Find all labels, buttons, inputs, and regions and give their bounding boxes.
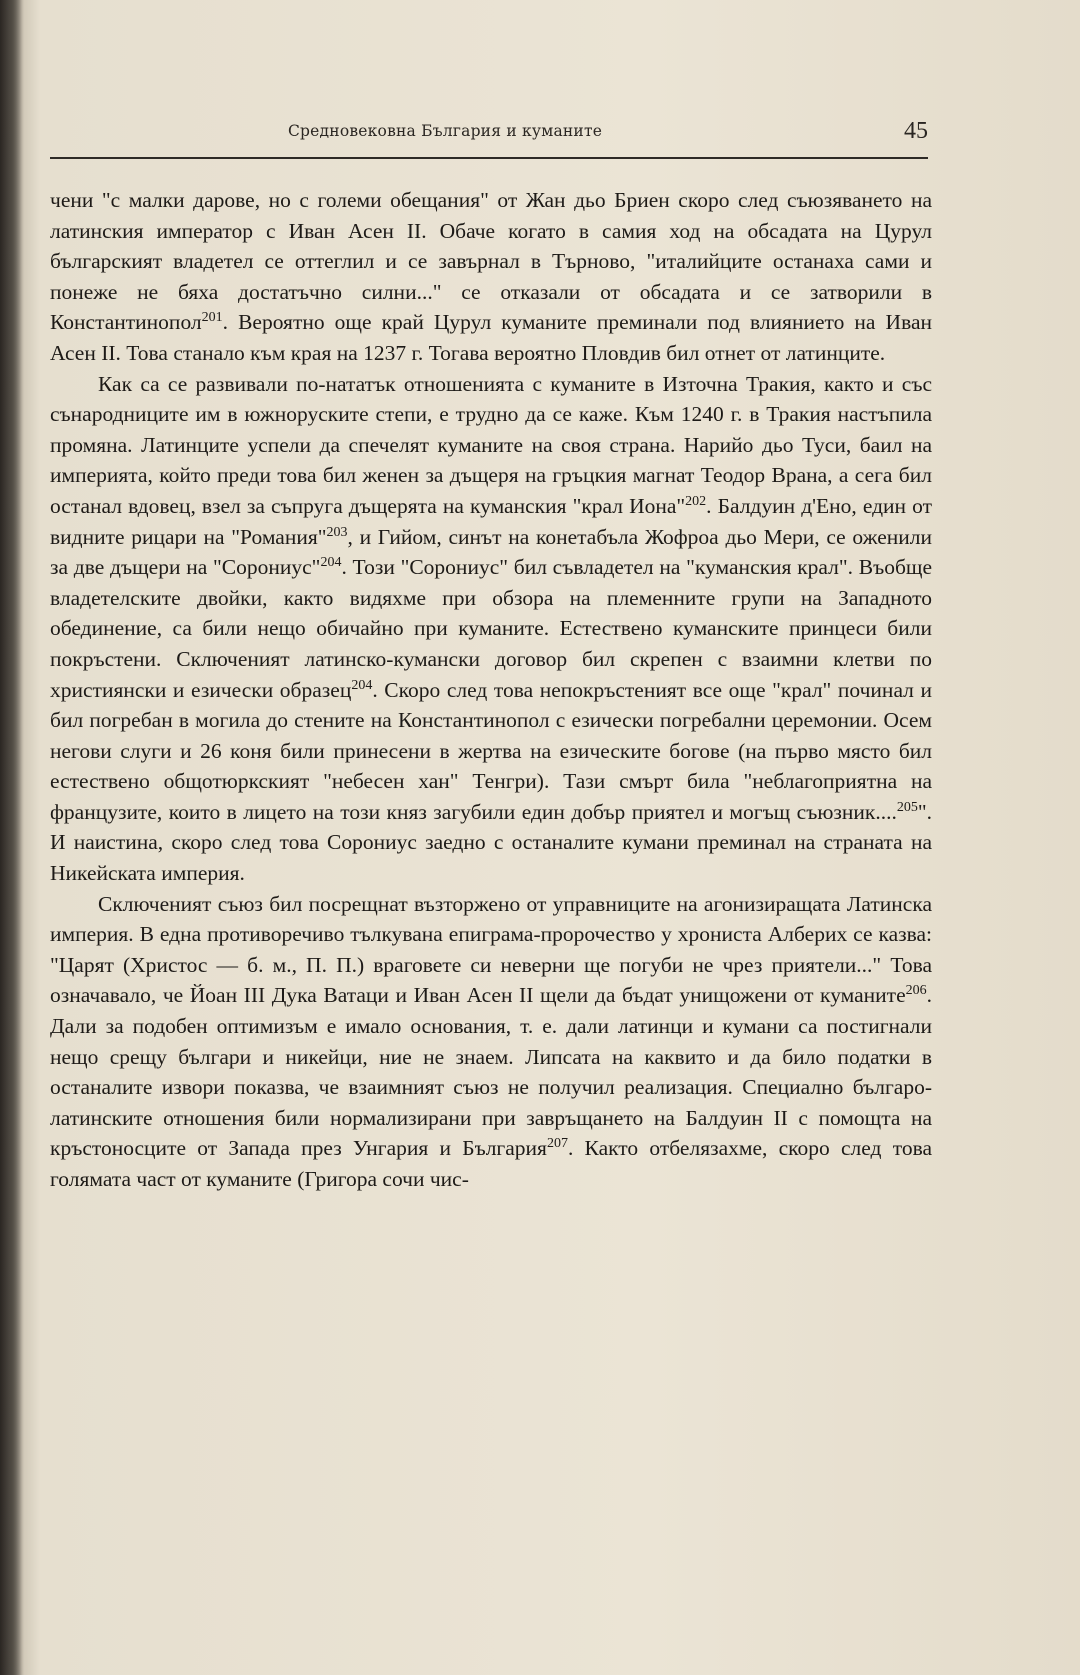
footnote-ref: 206 [905, 983, 927, 999]
running-title: Средновековна България и куманите [288, 122, 603, 140]
page-header [50, 118, 930, 152]
text-run: . Скоро след това непокръстеният все още "крал" починал и бил погребан в могила до стените на Константинопол с езически погребални церемонии. Осем негови слуги и 26 коня били принесени в жертва на езическите богове (на първо място бил естествено общотюркският "небесен хан" Тенгри). Тази смърт била "неблагоприятна на французите, които в лицето на този княз загубили един добър приятел и могъщ съюзник.... [50, 677, 932, 824]
footnote-ref: 204 [320, 555, 342, 571]
footnote-ref: 207 [546, 1136, 568, 1152]
text-run: . Дали за подобен оптимизъм е имало основания, т. е. дали латинци и кумани са постигнали нещо срещу българи и никейци, ние не знаем. Липсата на каквито и да било податки в останалите извори показва, че взаимният съюз не получил реализация. Специално българо-латинските отношения били нормализирани при завръщането на Балдуин II с помощта на кръстоносците от Запада през Унгария и България [50, 983, 932, 1161]
text-run: Как са се развивали по-нататък отношенията с куманите в Източна Тракия, както и със сънародниците им в южноруските степи, е трудно да се каже. Към 1240 г. в Тракия настъпила промяна. Латинците успели да спечелят куманите на своя страна. Нарийо дьо Туси, баил на империята, който преди това бил женен за дъщеря на гръцкия магнат Теодор Врана, а сега бил останал вдовец, взел за съпруга дъщерята на куманския "крал Иона" [50, 371, 932, 518]
paragraph [50, 889, 932, 1195]
book-spine-shadow [0, 0, 24, 1675]
text-run: , и Гийом, синът на конетабъла Жофроа дьо Мери, се оженили за две дъщери на "Сорониус" [50, 524, 932, 580]
paragraph [50, 369, 932, 889]
footnote-ref: 202 [685, 493, 707, 509]
text-run: Сключеният съюз бил посрещнат възторжено от управниците на агонизиращата Латинска империя. В една противоречиво тълкувана епиграма-пророчество у хрониста Алберих се казва: "Царят (Христос — б. м., П. П.) враговете си неверни ще погуби не чрез приятели..." Това означавало, че Йоан III Дука Ватаци и Иван Асен II щели да бъдат унищожени от куманите [50, 891, 932, 1008]
text-run: . Балдуин д'Ено, един от видните рицари на "Романия" [50, 493, 932, 549]
text-run: . Този "Сорониус" бил съвладетел на "куманския крал". Въобще владетелските двойки, както видяхме при обзора на племенните групи на Западното обединение, са били нещо обичайно при куманите. Естествено куманските принцеси били покръстени. Сключеният латинско-кумански договор бил скрепен с взаимни клетви по християнски и езически образец [50, 555, 932, 702]
footnote-ref: 205 [896, 799, 918, 815]
header-rule [50, 157, 928, 159]
paragraph [50, 185, 932, 369]
page-number: 45 [904, 118, 928, 144]
footnote-ref: 203 [326, 524, 348, 540]
footnote-ref: 204 [351, 677, 373, 693]
body-text [50, 185, 932, 1195]
footnote-ref: 201 [201, 310, 223, 326]
text-run: . Вероятно още край Цурул куманите преминали под влиянието на Иван Асен II. Това станало към края на 1237 г. Тогава вероятно Пловдив бил отнет от латинците. [50, 310, 932, 365]
text-run: ". И наистина, скоро след това Сорониус заедно с останалите кумани преминал на страната на Никейската империя. [50, 799, 932, 886]
text-run: чени "с малки дарове, но с големи обещания" от Жан дьо Бриен скоро след съюзяването на латинския император с Иван Асен II. Обаче когато в самия ход на обсадата на Цурул българският владетел се оттеглил и се завърнал в Търново, "италийците останаха сами и понеже не бяха достатъчно силни..." се отказали от обсадата и се затворили в Константинопол [50, 188, 932, 335]
text-run: . Както отбелязахме, скоро след това голямата част от куманите (Григора сочи чис- [50, 1136, 932, 1191]
